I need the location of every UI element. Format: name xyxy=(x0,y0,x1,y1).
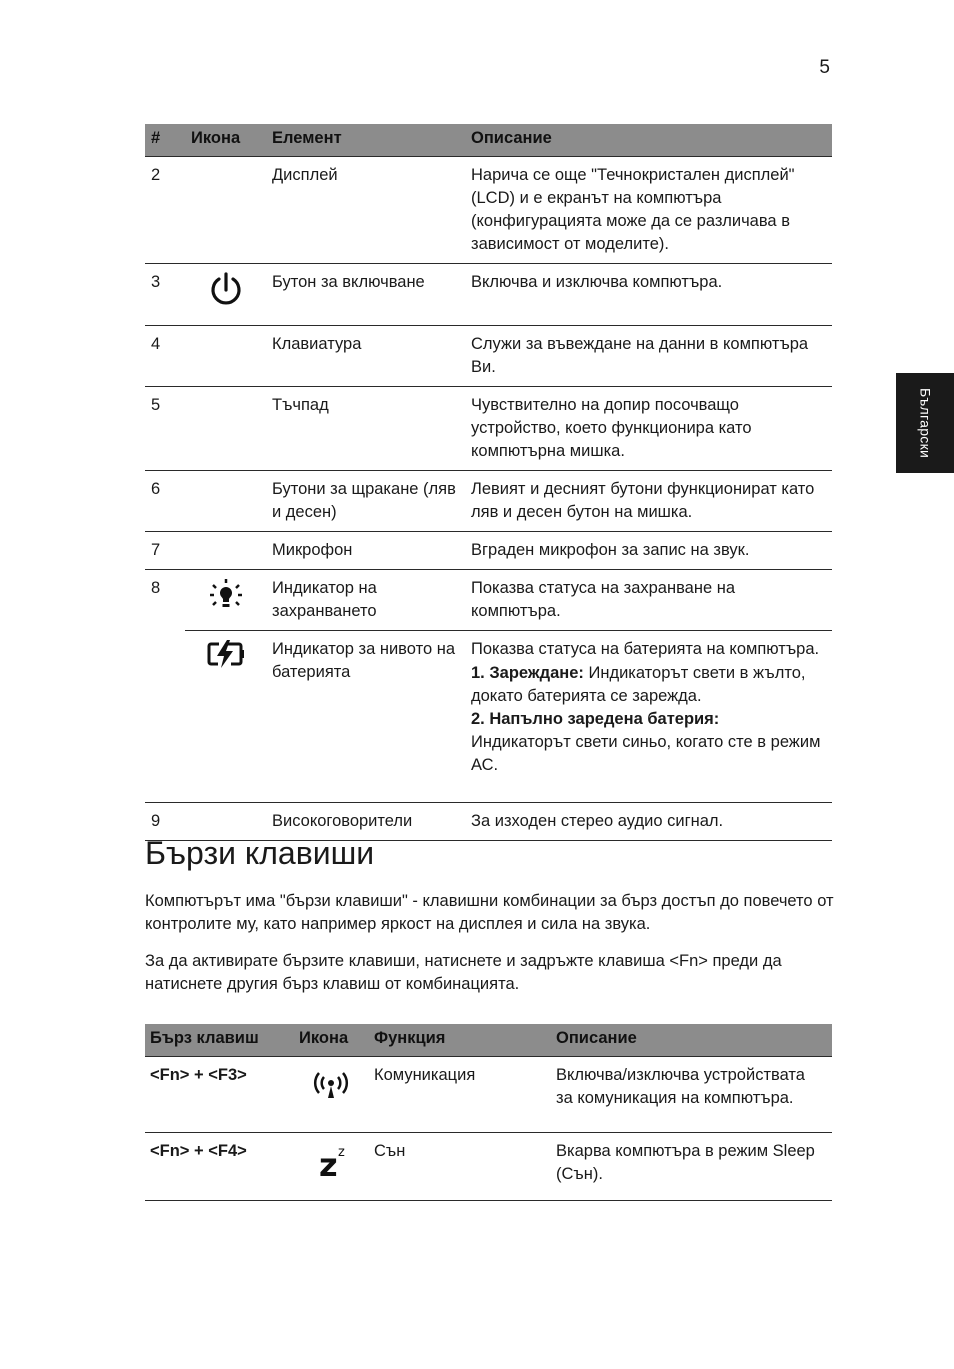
header-hotkey: Бърз клавиш xyxy=(145,1024,293,1057)
page-number: 5 xyxy=(819,57,830,78)
table-row xyxy=(145,1057,832,1133)
row-num: 3 xyxy=(145,264,185,326)
row-element: Тъчпад xyxy=(266,387,465,471)
hotkeys-table xyxy=(145,1024,832,1201)
row-description: Вграден микрофон за запис на звук. xyxy=(465,532,832,570)
table-row xyxy=(145,387,832,471)
row-description: За изходен стерео аудио сигнал. xyxy=(465,803,832,841)
paragraph-intro: Компютърът има "бързи клавиши" - клавишни комбинации за бърз достъп до повечето от контролите му, като например яркост на дисплея и сила на звука. xyxy=(145,892,834,933)
row-element: Микрофон xyxy=(266,532,465,570)
battery-charging-icon xyxy=(206,638,246,670)
row-description: Вкарва компютъра в режим Sleep (Сън). xyxy=(550,1133,832,1201)
table-row xyxy=(145,1133,832,1201)
row-num: 8 xyxy=(151,579,161,597)
table-row xyxy=(145,157,832,264)
header-description: Описание xyxy=(465,124,832,157)
row-hotkey: <Fn> + <F3> xyxy=(145,1057,293,1133)
row-num: 6 xyxy=(145,471,185,532)
row-description: Включва и изключва компютъра. xyxy=(465,264,832,326)
table-row xyxy=(145,570,832,631)
header-num: # xyxy=(145,124,185,157)
row-description: Включва/изключва устройствата за комуникация на компютъра. xyxy=(550,1057,832,1133)
row-description: Служи за въвеждане на данни в компютъра Ви. xyxy=(465,326,832,387)
row-hotkey: <Fn> + <F4> xyxy=(145,1133,293,1201)
row-element: Дисплей xyxy=(266,157,465,264)
header-icon: Икона xyxy=(185,124,266,157)
row-num: 7 xyxy=(145,532,185,570)
row-element: Бутон за включване xyxy=(266,264,465,326)
row-element: Високоговорители xyxy=(266,803,465,841)
table-row xyxy=(145,326,832,387)
row-description: Левият и десният бутони функционират като ляв и десен бутон на мишка. xyxy=(465,471,832,532)
row-description: Нарича се още "Течнокристален дисплей" (LCD) и е екранът на компютъра (конфигурацията може да се различава в зависимост от моделите). xyxy=(465,157,832,264)
table-row xyxy=(145,532,832,570)
table-header-row xyxy=(145,1024,832,1057)
row-element: Бутони за щракане (ляв и десен) xyxy=(266,471,465,532)
charging-text: Индикаторът свети в жълто, докато батерията се зарежда. xyxy=(471,664,806,705)
components-table xyxy=(145,124,832,841)
charging-label: 1. Зареждане: xyxy=(471,664,584,682)
table-header-row xyxy=(145,124,832,157)
section-title: Бързи клавиши xyxy=(145,835,375,871)
svg-text:z: z xyxy=(318,1146,338,1180)
battery-state-charging xyxy=(471,662,826,708)
row-element: Индикатор на захранването xyxy=(266,570,465,631)
row-num: 5 xyxy=(145,387,185,471)
row-num: 9 xyxy=(145,803,185,841)
language-tab xyxy=(896,373,954,473)
battery-state-full xyxy=(471,708,826,777)
row-description: Показва статуса на захранване на компютъра. xyxy=(465,570,832,631)
power-icon xyxy=(208,271,244,311)
header-icon: Икона xyxy=(293,1024,368,1057)
row-function: Комуникация xyxy=(368,1057,550,1133)
table-row xyxy=(145,631,832,803)
header-description: Описание xyxy=(550,1024,832,1057)
row-element: Клавиатура xyxy=(266,326,465,387)
table-row xyxy=(145,264,832,326)
svg-text:z: z xyxy=(337,1145,345,1160)
row-num: 4 xyxy=(145,326,185,387)
paragraph-instructions: За да активирате бързите клавиши, натиснете и задръжте клавиша <Fn> преди да натиснете другия бърз клавиш от комбинацията. xyxy=(145,952,782,993)
full-text: Индикаторът свети синьо, когато сте в режим АС. xyxy=(471,733,821,774)
header-element: Елемент xyxy=(266,124,465,157)
language-tab-label: Български xyxy=(917,387,934,459)
battery-description: Показва статуса на батерията на компютъра. xyxy=(471,640,820,658)
sleep-icon xyxy=(311,1140,351,1180)
row-num: 2 xyxy=(145,157,185,264)
table-row xyxy=(145,471,832,532)
full-label: 2. Напълно заредена батерия: xyxy=(471,710,720,728)
row-function: Сън xyxy=(368,1133,550,1201)
header-function: Функция xyxy=(368,1024,550,1057)
wireless-communication-icon xyxy=(311,1070,351,1102)
row-description: Чувствително на допир посочващо устройство, което функционира като компютърна мишка. xyxy=(465,387,832,471)
row-element: Индикатор за нивото на батерията xyxy=(266,631,465,803)
row-num xyxy=(145,631,185,803)
row-description xyxy=(465,631,832,803)
power-indicator-icon xyxy=(207,577,245,615)
